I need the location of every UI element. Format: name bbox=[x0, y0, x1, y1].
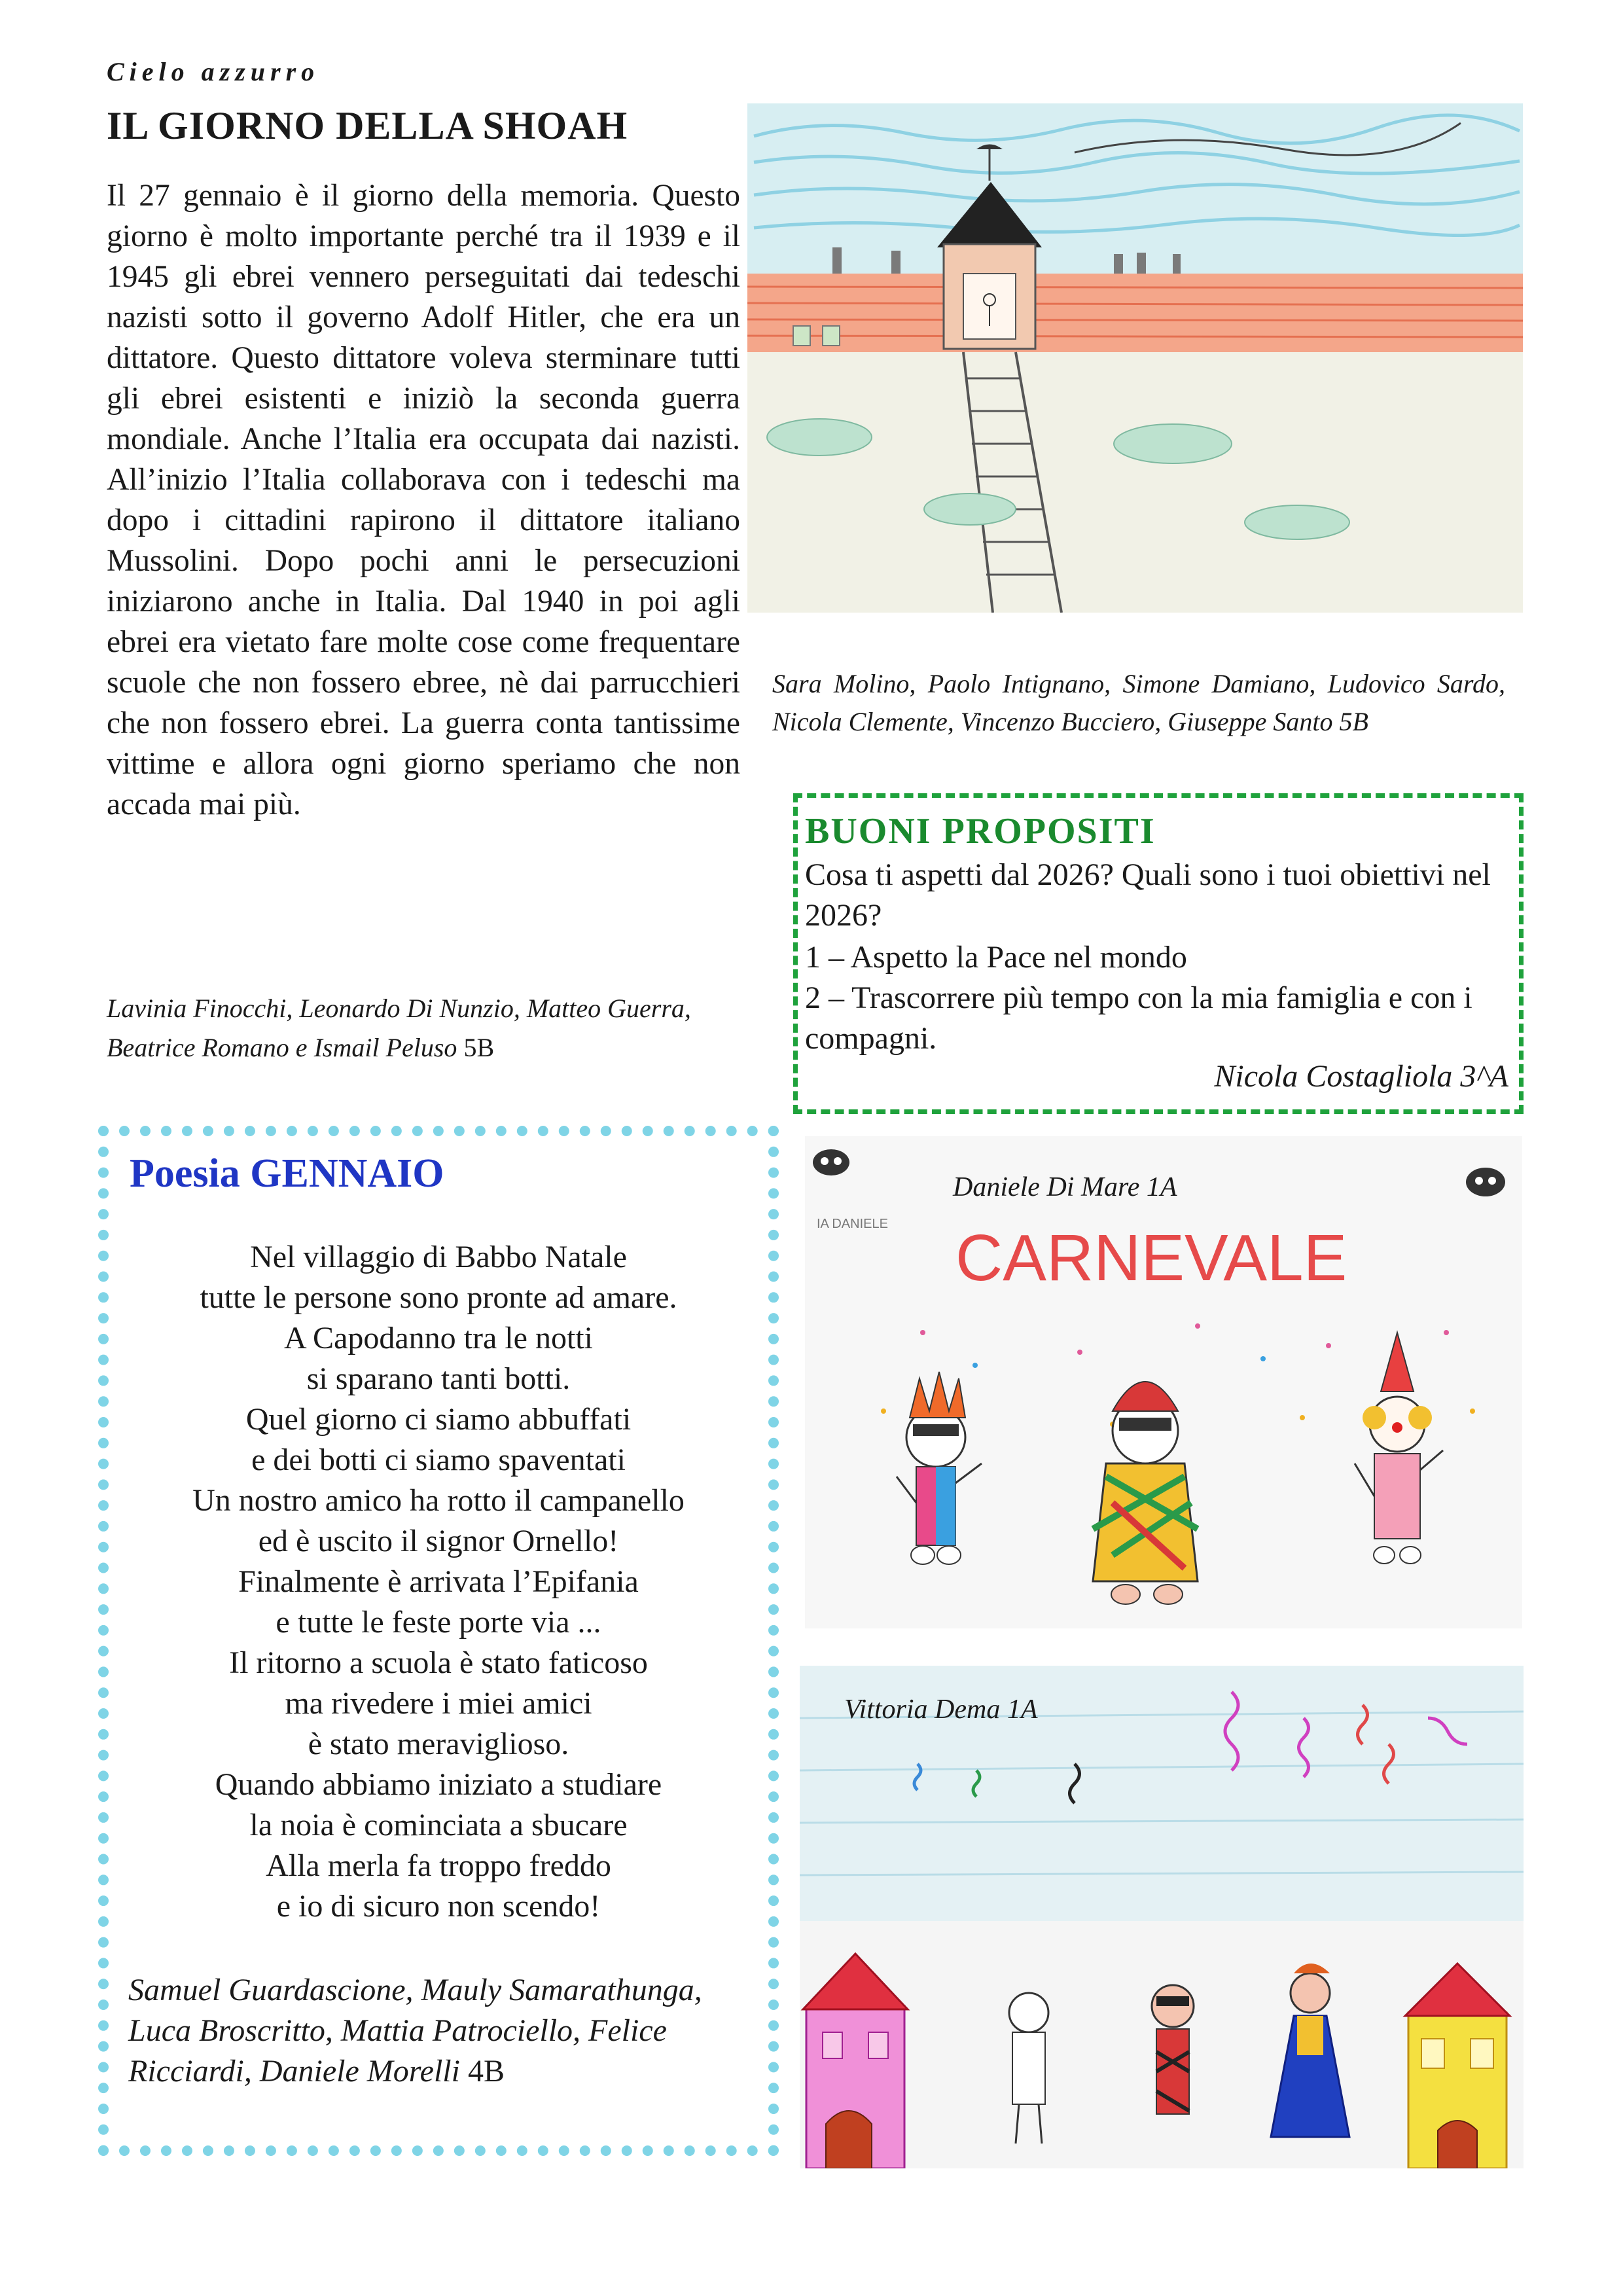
poem-verse: Il ritorno a scuola è stato faticoso bbox=[229, 1645, 648, 1680]
poem-verse: ed è uscito il signor Ornello! bbox=[258, 1524, 619, 1558]
poem-verse: ma rivedere i miei amici bbox=[285, 1686, 592, 1721]
poem-verse: Quel giorno ci siamo abbuffati bbox=[245, 1402, 632, 1437]
authors-class: 5B bbox=[463, 1033, 495, 1062]
drawing-caption: Vittoria Dema 1A bbox=[844, 1695, 1038, 1725]
poem-authors bbox=[128, 1970, 757, 2092]
poem-verse: e io di sicuro non scendo! bbox=[276, 1889, 601, 1924]
shoah-drawing bbox=[747, 103, 1523, 613]
poem-verse: è stato meraviglioso. bbox=[308, 1727, 569, 1761]
figure-harlequin bbox=[1152, 1985, 1194, 2114]
drawing-word: CARNEVALE bbox=[955, 1221, 1347, 1295]
article-authors bbox=[107, 989, 740, 1067]
poem-title: Poesia GENNAIO bbox=[130, 1151, 444, 1196]
drawing-tag: IA DANIELE bbox=[817, 1217, 888, 1231]
poem-verse: A Capodanno tra le notti bbox=[284, 1321, 593, 1355]
drawing-caption: Sara Molino, Paolo Intignano, Simone Damiano, Ludovico Sardo, Nicola Clemente, Vincenzo Bucciero, Giuseppe Santo 5B bbox=[772, 669, 1505, 736]
poem-verses bbox=[131, 1237, 746, 1927]
buoni-propositi-signature: Nicola Costagliola 3^A bbox=[1214, 1059, 1508, 1094]
authors-class: 4B bbox=[467, 2054, 505, 2089]
authors-names: Lavinia Finocchi, Leonardo Di Nunzio, Matteo Guerra, Beatrice Romano e Ismail Peluso bbox=[107, 994, 691, 1062]
poem-verse: Nel villaggio di Babbo Natale bbox=[250, 1240, 627, 1274]
poem-verse: Alla merla fa troppo freddo bbox=[266, 1848, 611, 1883]
mask-icon bbox=[813, 1149, 849, 1175]
poem-verse: Finalmente è arrivata l’Epifania bbox=[238, 1564, 639, 1599]
article-title: IL GIORNO DELLA SHOAH bbox=[107, 104, 628, 147]
poem-verse: e dei botti ci siamo spaventati bbox=[251, 1443, 626, 1477]
buoni-propositi-question: Cosa ti aspetti dal 2026? Quali sono i tuoi obiettivi nel 2026? bbox=[805, 857, 1491, 933]
carnevale-drawing bbox=[805, 1136, 1522, 1628]
buoni-propositi-item: 2 – Trascorrere più tempo con la mia famiglia e con i compagni. bbox=[805, 980, 1472, 1056]
poem-verse: Quando abbiamo iniziato a studiare bbox=[215, 1767, 662, 1802]
vittoria-drawing bbox=[800, 1666, 1524, 2168]
drawing-caption: Daniele Di Mare 1A bbox=[953, 1172, 1177, 1202]
poem-verse: si sparano tanti botti. bbox=[306, 1361, 571, 1396]
poem-verse: Un nostro amico ha rotto il campanello bbox=[192, 1483, 685, 1518]
poem-verse: la noia è cominciata a sbucare bbox=[249, 1808, 628, 1842]
article-body: Il 27 gennaio è il giorno della memoria. Questo giorno è molto importante perché tra il 1939 e il 1945 gli ebrei vennero perseguitati dai tedeschi nazisti sotto il governo Adolf Hitler, che era un dittatore. Questo dittatore voleva sterminare tutti gli ebrei esistenti e iniziò la seconda guerra mondiale. Anche l’Italia era occupata dai nazisti. All’inizio l’Italia collaborava con i tedeschi ma dopo i cittadini rapirono il dittatore italiano Mussolini. Dopo pochi anni le persecuzioni iniziarono anche in Italia. Dal 1940 in poi agli ebrei era vietato fare molte cose come frequentare scuole che non fossero ebree, nè dai parrucchieri che non fossero ebrei. La guerra conta tantissime vittime e allora ogni giorno speriamo che non accada mai più. bbox=[107, 179, 740, 821]
poem-verse: e tutte le feste porte via ... bbox=[276, 1605, 601, 1640]
authors-names: Samuel Guardascione, Mauly Samarathunga, Luca Broscritto, Mattia Patrociello, Felice Ricciardi, Daniele Morelli bbox=[128, 1973, 702, 2089]
section-label: Cielo azzurro bbox=[107, 57, 320, 86]
mask-icon bbox=[1466, 1168, 1505, 1196]
buoni-propositi-title: BUONI PROPOSITI bbox=[805, 811, 1156, 852]
poem-verse: tutte le persone sono pronte ad amare. bbox=[200, 1280, 677, 1315]
buoni-propositi-item: 1 – Aspetto la Pace nel mondo bbox=[805, 940, 1187, 975]
